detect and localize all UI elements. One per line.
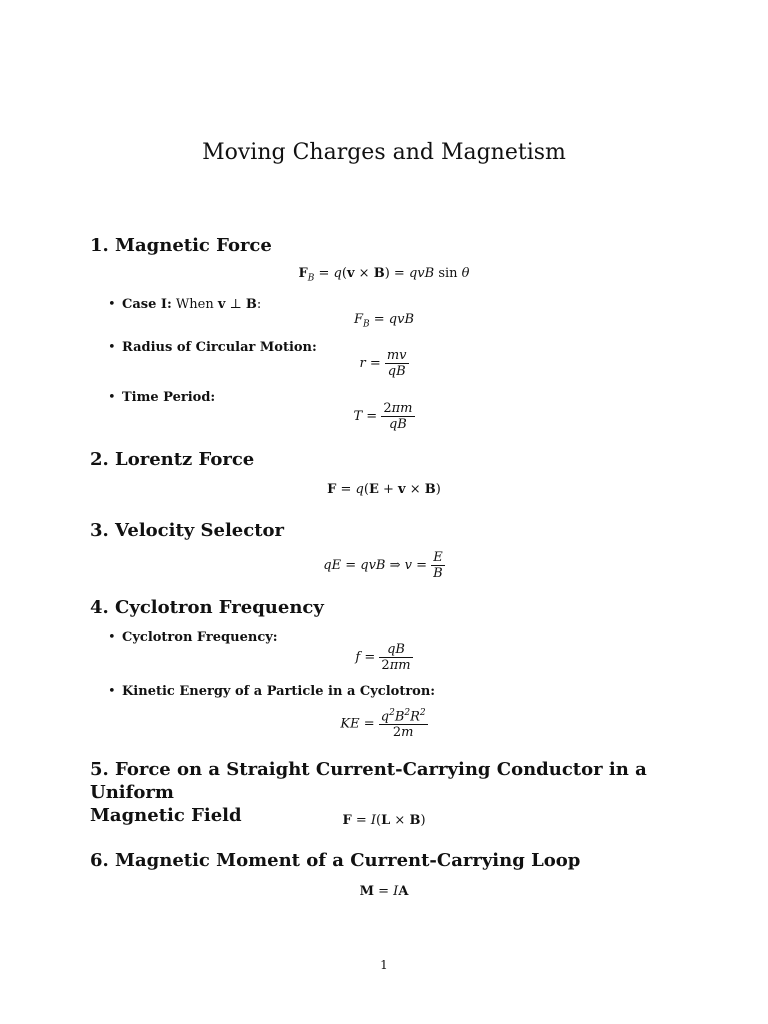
- formula-time-period: T = $\frac{2\pi m}{qB}$: [353, 401, 413, 432]
- document-title: Moving Charges and Magnetism: [202, 140, 566, 165]
- formula-magnetic-force: $F_B = q(v \times B)$ = qvB sin θ: [298, 266, 470, 284]
- formula-kinetic-energy: KE = $\frac{q^2B^2R^2}{2m}$: [340, 708, 426, 741]
- page-number: 1: [380, 958, 388, 972]
- section-heading-cyclotron-frequency: 4. Cyclotron Frequency: [90, 597, 324, 618]
- formula-force-on-conductor: F = I(L × B): [342, 813, 426, 828]
- bullet-time-period: • Time Period:: [108, 390, 216, 405]
- formula-lorentz-force: F = q(E + v × B): [327, 482, 441, 497]
- formula-magnetic-moment: M = IA: [359, 884, 409, 899]
- section-heading-velocity-selector: 3. Velocity Selector: [90, 520, 285, 541]
- section-heading-magnetic-moment: 6. Magnetic Moment of a Current-Carrying Loop: [90, 850, 581, 871]
- bullet-radius: • Radius of Circular Motion:: [108, 340, 317, 355]
- formula-radius: r = $\frac{mv}{qB}$: [359, 348, 407, 379]
- formula-velocity-selector: qE = qvB ⇒ v = $\frac{E}{B}$: [323, 550, 443, 581]
- section-heading-force-on-conductor: 5. Force on a Straight Current-Carrying Conductor in a Uniform Magnetic Field: [90, 759, 647, 826]
- formula-cyclotron-frequency: f = $\frac{qB}{2\pi m}$: [355, 642, 411, 673]
- formula-case-1: $F_B$ = qvB: [353, 312, 415, 330]
- section-heading-lorentz-force: 2. Lorentz Force: [90, 449, 255, 470]
- bullet-case-1: • Case I: When v ⊥ B:: [108, 297, 262, 312]
- bullet-kinetic-energy: • Kinetic Energy of a Particle in a Cyclotron:: [108, 684, 436, 699]
- bullet-cyclotron-frequency: • Cyclotron Frequency:: [108, 630, 278, 645]
- section-heading-magnetic-force: 1. Magnetic Force: [90, 235, 272, 256]
